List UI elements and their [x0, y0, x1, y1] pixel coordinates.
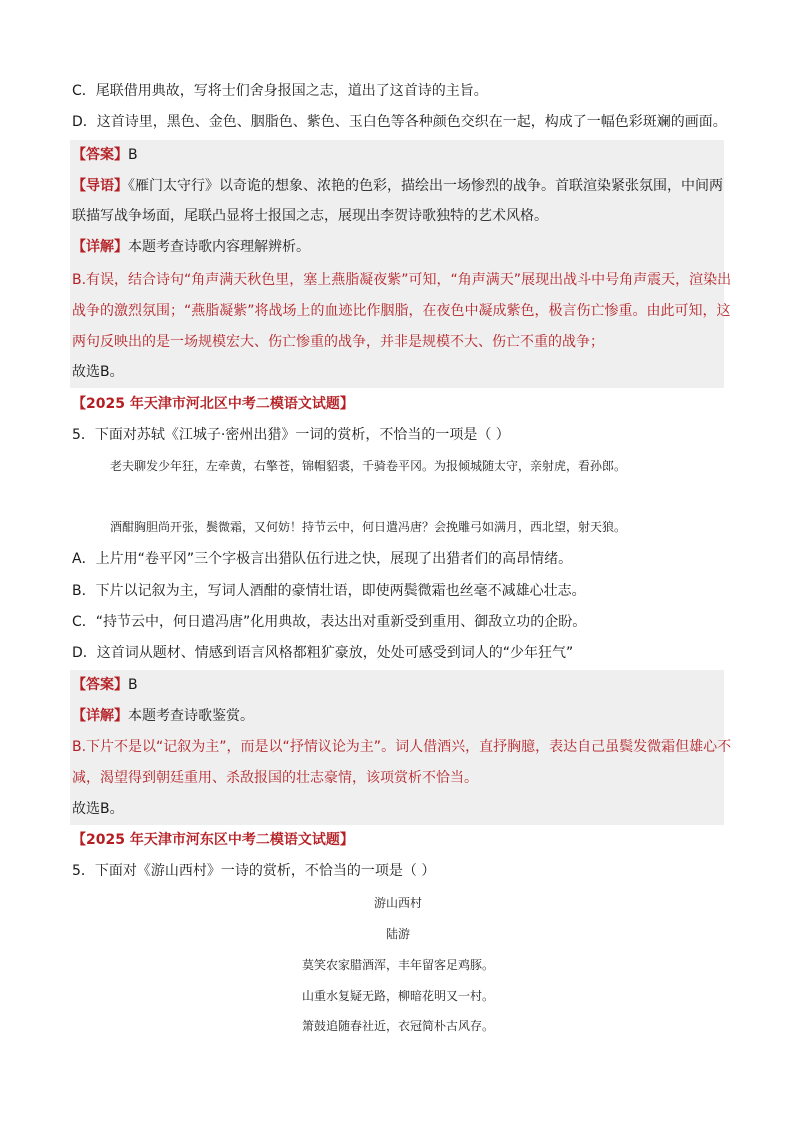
q4-guide-line-1: [72, 171, 724, 202]
q5b-poem-author: 陆游: [385, 927, 410, 941]
q5b-source: 【2025 年天津市河东区中考二模语文试题】: [72, 832, 354, 848]
answer-value: B: [128, 677, 138, 693]
q5a-option-a: A．上片用“卷平冈”三个字极言出猎队伍行进之快，展现了出猎者们的高昂情绪。: [72, 551, 573, 567]
q5a-option-c: C．“持节云中，何日遣冯唐”化用典故，表达出对重新受到重用、御敌立功的企盼。: [72, 614, 587, 630]
q5b-poem-line-2: 山重水复疑无路，柳暗花明又一村。: [301, 989, 494, 1003]
q5a-answer-line: [72, 670, 724, 701]
detail-label: 【详解】: [72, 239, 128, 255]
detail-intro: 本题考查诗歌内容理解辨析。: [128, 239, 310, 255]
q4-answer-line: [72, 140, 724, 171]
q5a-detail-line: [72, 701, 724, 732]
answer-value: B: [128, 147, 138, 163]
q5a-detail-text-1: B.下片不是以“记叙为主”，而是以“抒情议论为主”。词人借酒兴，直抒胸臆，表达自己虽鬓发微霜但雄心不: [72, 739, 732, 755]
q4-option-c: C．尾联借用典故，写将士们舍身报国之志，道出了这首诗的主旨。: [72, 83, 488, 99]
q4-option-d: D．这首诗里，黑色、金色、胭脂色、紫色、玉白色等各种颜色交织在一起，构成了一幅色彩斑斓的画面。: [72, 114, 727, 130]
q5a-option-d: D．这首词从题材、情感到语言风格都粗犷豪放，处处可感受到词人的“少年狂气”: [72, 645, 574, 661]
q5a-poem-line-1: 老夫聊发少年狂，左牵黄，右擎苍，锦帽貂裘，千骑卷平冈。为报倾城随太守，亲射虎，看孙郎。: [110, 459, 627, 473]
q5a-detail-text-2: 减，渴望得到朝廷重用、杀敌报国的壮志豪情，该项赏析不恰当。: [72, 770, 478, 786]
q5a-option-b: B．下片以记叙为主，写词人酒酣的豪情壮语，即使两鬓微霜也丝毫不减雄心壮志。: [72, 583, 586, 599]
guide-label: 【导语】: [72, 178, 128, 194]
q5b-question: 5．下面对《游山西村》一诗的赏析，不恰当的一项是（ ）: [72, 863, 436, 879]
detail-label: 【详解】: [72, 708, 128, 724]
q5b-poem-line-3: 箫鼓追随春社近，衣冠简朴古风存。: [301, 1019, 494, 1033]
q4-guide-line-2: 联描写战争场面，尾联凸显将士报国之志，展现出李贺诗歌独特的艺术风格。: [72, 208, 548, 224]
guide-text: 《雁门太守行》以奇诡的想象、浓艳的色彩，描绘出一场惨烈的战争。首联渲染紧张氛围，中间两: [128, 178, 723, 194]
q5a-question: 5．下面对苏轼《江城子·密州出猎》一词的赏析，不恰当的一项是（ ）: [72, 427, 510, 443]
q4-detail-text-3: 两句反映出的是一场规模宏大、伤亡惨重的战争，并非是规模不大、伤亡不重的战争；: [72, 334, 604, 350]
q4-conclusion: 故选B。: [72, 364, 124, 380]
detail-intro: 本题考查诗歌鉴赏。: [128, 708, 254, 724]
q5a-conclusion: 故选B。: [72, 801, 124, 817]
q5a-source: 【2025 年天津市河北区中考二模语文试题】: [72, 396, 354, 412]
q4-detail-text-2: 战争的激烈氛围；“燕脂凝紫”将战场上的血迹比作胭脂，在夜色中凝成紫色，极言伤亡惨重。由此可知，这: [72, 303, 731, 319]
q4-detail-line: [72, 232, 724, 263]
answer-label: 【答案】: [72, 677, 128, 693]
q4-detail-text-1: B.有误，结合诗句“角声满天秋色里，塞上燕脂凝夜紫”可知，“角声满天”展现出战斗中号角声震天，渲染出: [72, 272, 732, 288]
q5b-poem-line-1: 莫笑农家腊酒浑，丰年留客足鸡豚。: [301, 958, 494, 972]
q5b-poem-title: 游山西村: [373, 896, 422, 910]
q5a-poem-line-2: 酒酣胸胆尚开张，鬓微霜，又何妨！持节云中，何日遣冯唐？会挽雕弓如满月，西北望，射天狼。: [110, 520, 627, 534]
answer-label: 【答案】: [72, 147, 128, 163]
